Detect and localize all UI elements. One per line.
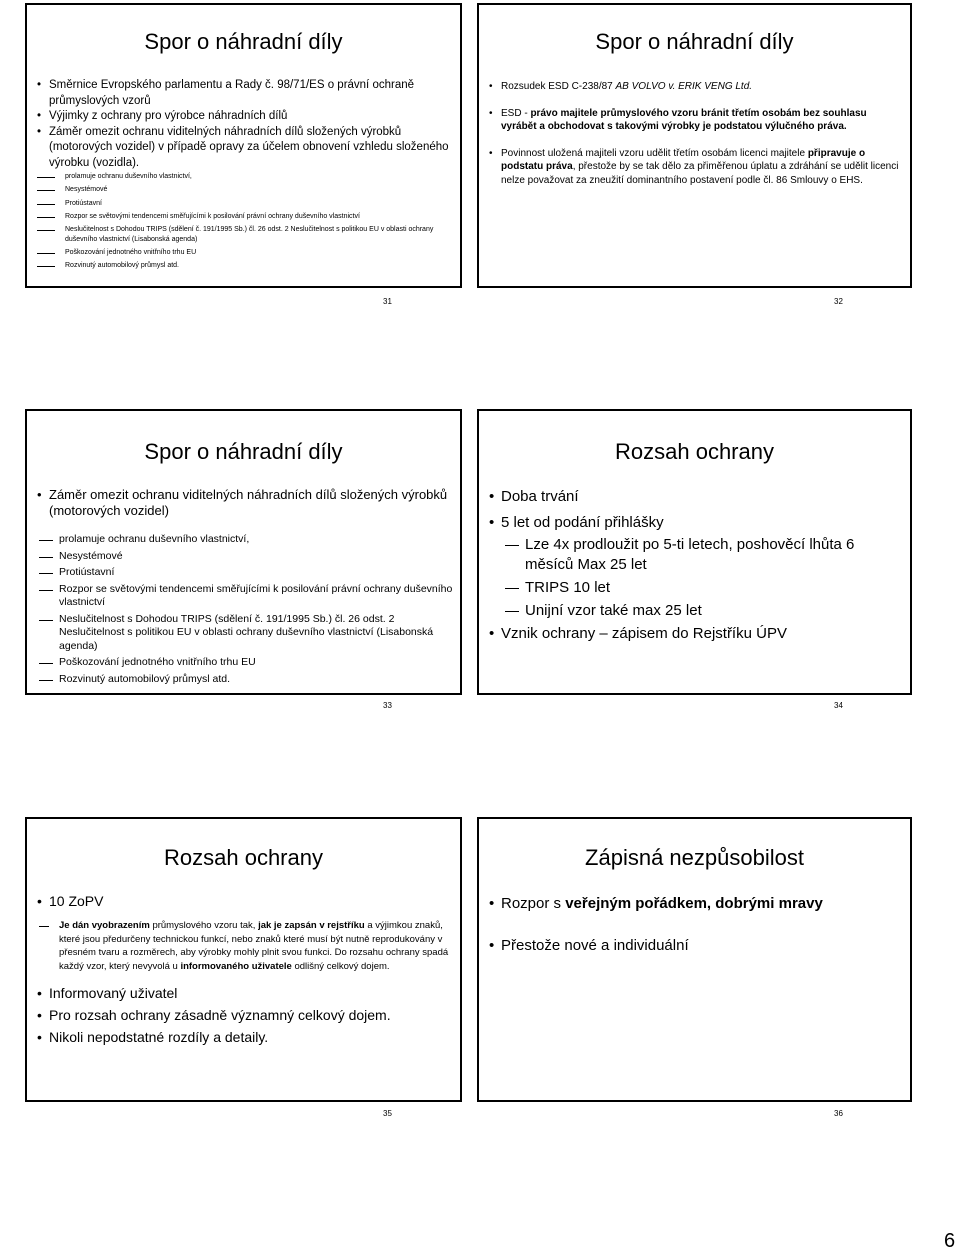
note-text: a výjimkou znaků, které jsou předurčeny technickou funkcí, nebo znaků které musí být nutně reprodukovány v přesném tvaru a rozměrech, aby výrobky mohly plnit svou funkci. Do rozsahu ochrany spadá každý vzor, který nevyvolá u: [59, 920, 449, 972]
bold-text: jak je zapsán v rejstříku: [258, 920, 365, 931]
bullet-text: , přestože by se tak dělo za přiměřenou úplatu a zdráhání se udělit licenci nelze považovat za zneužití dominantního postavení podle čl. 86 Smlouvy o EHS.: [501, 161, 899, 186]
slide-number: 34: [834, 701, 843, 710]
bullet-text: Rozsudek ESD C-238/87: [501, 81, 616, 92]
note-text: průmyslového vzoru tak,: [149, 920, 259, 931]
bold-text: informovaného uživatele: [180, 960, 292, 972]
slide-title: Spor o náhradní díly: [595, 29, 794, 54]
bullet: • Doba trvání: [487, 487, 904, 507]
slide-number: 36: [834, 1109, 843, 1118]
slide-36: [477, 817, 912, 1118]
bold-text: veřejným pořádkem, dobrými mravy: [565, 895, 823, 912]
bold-text: Je dán vyobrazením: [59, 920, 150, 931]
sub-bullet: Neslučitelnost s Dohodou TRIPS (sdělení č. 191/1995 Sb.) čl. 26 odst. 2 Neslučitelnost s politikou EU v oblasti ochrany duševního vlastnictví (Lisabonská agenda): [35, 613, 454, 654]
sub-bullet: Protiústavní: [35, 566, 454, 580]
bullet-list: [35, 891, 454, 1049]
page-number: 6: [944, 1230, 956, 1252]
sub-bullet-list: [35, 172, 454, 271]
bold-text: připravuje o podstatu práva: [501, 147, 866, 172]
bullet: • Směrnice Evropského parlamentu a Rady č. 98/71/ES o právní ochraně průmyslových vzorů: [35, 78, 454, 109]
bullet: • 5 let od podání přihlášky: [487, 513, 904, 533]
sub-bullet: Rozpor se světovými tendencemi směřujícími k posilování právní ochrany duševního vlastnictví: [35, 583, 454, 610]
bullet: • Přestože nové a individuální: [487, 936, 904, 956]
bullet-text: ESD -: [501, 107, 531, 119]
note-paragraph: [35, 919, 454, 973]
bullet-list: [487, 894, 904, 978]
slide-34: [477, 409, 912, 710]
sub-bullet-list: [501, 535, 904, 621]
slide-32: [477, 3, 912, 306]
sub-bullet: TRIPS 10 let: [501, 578, 904, 598]
sub-bullet: Protiústavní: [35, 199, 454, 209]
sub-bullet: Rozpor se světovými tendencemi směřujícími k posilování právní ochrany duševního vlastnictví: [35, 212, 454, 222]
bullet: • Pro rozsah ochrany zásadně významný celkový dojem.: [35, 1005, 454, 1025]
bullet-list: [487, 80, 904, 200]
bullet: • Výjimky z ochrany pro výrobce náhradních dílů: [35, 109, 454, 125]
note: [35, 919, 454, 973]
slide-number: 31: [383, 297, 392, 306]
bullet-text: Povinnost uložená majiteli vzoru udělit třetím osobám licenci majitele: [501, 147, 808, 159]
sub-bullet: Rozvinutý automobilový průmysl atd.: [35, 261, 454, 271]
sub-bullet: Lze 4x prodloužit po 5-ti letech, poshověcí lhůta 6 měsíců Max 25 let: [501, 535, 904, 575]
bullet: • 10 ZoPV: [35, 891, 454, 911]
slide-31: [25, 3, 462, 306]
slide-title: Zápisná nezpůsobilost: [585, 845, 804, 870]
slide-number: 32: [834, 297, 843, 306]
slide-number: 33: [383, 701, 392, 710]
sub-bullet: Poškozování jednotného vnitřního trhu EU: [35, 656, 454, 670]
bullet: [487, 147, 904, 188]
sub-bullet: Nesystémové: [35, 185, 454, 195]
sub-bullet: prolamuje ochranu duševního vlastnictví,: [35, 533, 454, 547]
sub-bullet: Unijní vzor také max 25 let: [501, 601, 904, 621]
sub-bullet: Rozvinutý automobilový průmysl atd.: [35, 673, 454, 687]
bullet: [487, 80, 904, 94]
note-text: odlišný celkový dojem.: [291, 960, 390, 972]
bullet: • Vznik ochrany – zápisem do Rejstříku ÚPV: [487, 624, 904, 644]
bullet: • Nikoli nepodstatné rozdíly a detaily.: [35, 1027, 454, 1047]
slide-number: 35: [383, 1109, 392, 1118]
bold-text: právo majitele průmyslového vzoru bránit třetím osobám bez souhlasu vyrábět a obchodovat s takovými výrobky je podstatou výlučného práva.: [501, 107, 867, 132]
sub-bullet-list: [35, 533, 454, 686]
slide-title: Spor o náhradní díly: [144, 29, 343, 54]
sub-bullet: Poškozování jednotného vnitřního trhu EU: [35, 248, 454, 258]
slide-title: Rozsah ochrany: [615, 439, 774, 464]
bullet-list: [35, 487, 454, 689]
sub-bullet: prolamuje ochranu duševního vlastnictví,: [35, 172, 454, 182]
slide-33: [25, 409, 462, 710]
bullet-text: Rozpor s: [501, 895, 566, 912]
slide-title: Spor o náhradní díly: [144, 439, 343, 464]
bullet: • Záměr omezit ochranu viditelných náhradních dílů složených výrobků (motorových vozidel) v případě opravy za účelem obnovení vzhledu složeného výrobku (vozidla).: [35, 125, 454, 172]
bullet-list: [487, 487, 904, 650]
bullet: • Informovaný uživatel: [35, 983, 454, 1003]
slide-title: Rozsah ochrany: [164, 845, 323, 870]
sub-bullet: Neslučitelnost s Dohodou TRIPS (sdělení č. 191/1995 Sb.) čl. 26 odst. 2 Neslučitelnost s politikou EU v oblasti ochrany duševního vlastnictví (Lisabonská agenda): [35, 225, 454, 244]
bullet: [487, 894, 904, 914]
bullet: • Záměr omezit ochranu viditelných náhradních dílů složených výrobků (motorových vozidel): [35, 487, 454, 519]
bullet: [487, 107, 904, 134]
case-name: AB VOLVO v. ERIK VENG Ltd.: [615, 81, 753, 92]
bullet-list: [35, 78, 454, 275]
slide-35: [25, 817, 462, 1118]
sub-bullet: Nesystémové: [35, 550, 454, 564]
